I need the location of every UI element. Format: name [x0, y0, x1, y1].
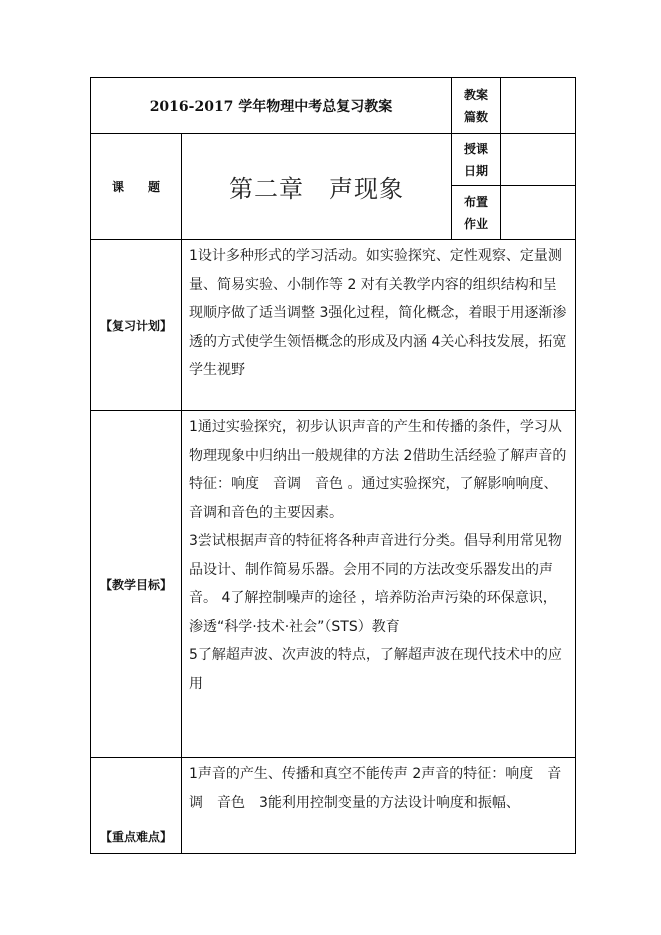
homework-label-text: 布置作业: [463, 194, 488, 231]
header-row: [91, 78, 576, 134]
lesson-count-label: [452, 78, 501, 134]
lesson-count-label-text: 教案篇数: [463, 87, 488, 124]
teaching-goals-paragraph-3: 5了解超声波、次声波的特点，了解超声波在现代技术中的应用: [189, 647, 562, 692]
lesson-count-value: [501, 78, 576, 134]
teaching-goals-paragraph-2: 3尝试根据声音的特征将各种声音进行分类。倡导利用常见物品设计、制作简易乐器。会用不同的方法改变乐器发出的声音。 4了解控制噪声的途径 ，培养防治声污染的环保意识，渗透“科学·技术·社会”（STS）教育: [189, 533, 562, 635]
plan-title: 2016-2017 学年物理中考总复习教案: [91, 78, 452, 134]
key-points-paragraph: 1声音的产生、传播和真空不能传声 2声音的特征：响度 音调 音色 3能利用控制变量的方法设计响度和振幅、: [189, 766, 562, 811]
homework-value: [501, 186, 576, 240]
teaching-goals-text: [182, 411, 576, 758]
teaching-goals-row: [91, 411, 576, 758]
key-points-label: 【重点难点】: [91, 758, 182, 854]
key-points-text: [182, 758, 576, 854]
teach-date-label: [452, 134, 501, 186]
teaching-goals-label: 【教学目标】: [91, 411, 182, 758]
review-plan-label: 【复习计划】: [91, 240, 182, 411]
teaching-goals-paragraph-1: 1通过实验探究，初步认识声音的产生和传播的条件，学习从物理现象中归纳出一般规律的方法 2借助生活经验了解声音的特征：响度 音调 音色 。通过实验探究，了解影响响度、音调和音色的主要因素。: [189, 419, 567, 521]
topic-row: [91, 134, 576, 186]
homework-label: [452, 186, 501, 240]
lesson-plan-table: [90, 77, 576, 854]
review-plan-paragraph: 1设计多种形式的学习活动。如实验探究、定性观察、定量测量、简易实验、小制作等 2 对有关教学内容的组织结构和呈现顺序做了适当调整 3强化过程，简化概念，着眼于用逐渐渗透的方式使学生领悟概念的形成及内涵 4关心科技发展，拓宽学生视野: [189, 248, 567, 378]
topic-label: 课 题: [91, 134, 182, 240]
topic-title: 第二章 声现象: [182, 134, 452, 240]
review-plan-text: [182, 240, 576, 411]
teach-date-label-text: 授课日期: [463, 141, 488, 178]
teach-date-value: [501, 134, 576, 186]
key-points-row: [91, 758, 576, 854]
review-plan-row: [91, 240, 576, 411]
